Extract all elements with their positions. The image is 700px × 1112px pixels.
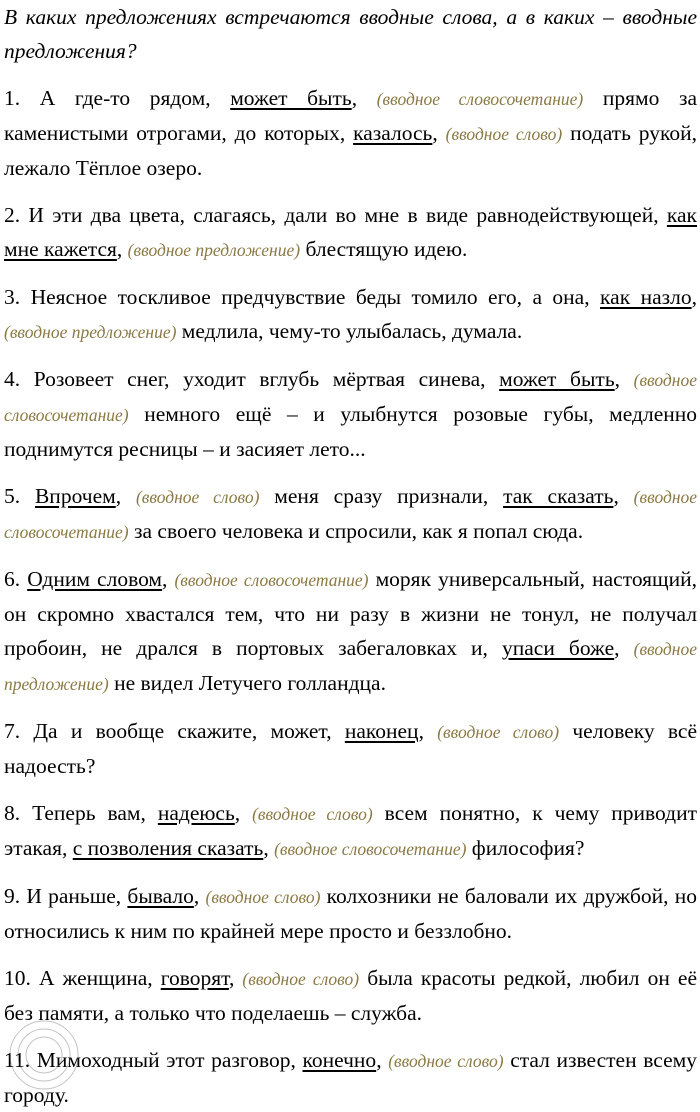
sentence-text: 11. Мимоходный этот разговор, [4,1048,303,1072]
sentence-text: прямо за каменистыми отрогами, до которых, [4,86,697,145]
parenthetical-phrase: конечно [302,1048,377,1072]
sentence-text: , [193,884,206,908]
sentence-text: , [234,801,253,825]
sentence-text: 5. [4,484,35,508]
sentence-text: стал известен всему городу. [4,1048,697,1107]
parenthetical-phrase: может быть [499,367,615,391]
parenthetical-phrase: может быть [230,86,352,110]
sentence-text: 6. [4,567,28,591]
annotation-note: (вводное словосочетание) [174,570,369,590]
sentence-text: 8. Теперь вам, [4,801,158,825]
parenthetical-phrase: говорят [160,966,229,990]
sentence-text: , [162,567,175,591]
annotation-note: (вводное словосочетание) [274,839,467,859]
answer-item [4,198,697,267]
annotation-note: (вводное слово) [242,969,360,989]
sentence-text: была красоты редкой, любил он её без памяти, а только что поделаешь – служба. [4,966,698,1025]
answer-item [4,879,697,948]
annotation-note: (вводное слово) [437,722,560,742]
answer-item [4,1043,697,1112]
parenthetical-phrase: упаси боже [501,636,615,660]
annotation-note: (вводное слово) [445,124,563,144]
sentence-text: 2. И эти два цвета, слагаясь, дали во мне в виде равнодействующей, [4,203,667,227]
annotation-note: (вводное словосочетание) [4,487,698,542]
annotation-note: (вводное словосочетание) [4,370,697,425]
answer-list [4,81,697,1112]
question-heading: В каких предложениях встречаются вводные слова, а в каких – вводные предложения? [4,5,697,63]
parenthetical-phrase: с позволения сказать [72,836,264,860]
answer-item [4,81,697,185]
sentence-text: , [116,237,128,261]
annotation-note: (вводное слово) [388,1051,504,1071]
answer-item [4,562,697,701]
sentence-text: , [432,121,446,145]
sentence-text: 9. И раньше, [4,884,128,908]
parenthetical-phrase: бывало [127,884,194,908]
sentence-text: блестящую идею. [300,237,468,261]
sentence-text: медлила, чему-то улыбалась, думала. [176,319,523,343]
sentence-text: человеку всё надоесть? [4,719,698,778]
sentence-text: , [613,484,634,508]
sentence-text: , [228,966,243,990]
answer-item [4,362,697,466]
sentence-text: подать рукой, лежало Тёплое озеро. [4,121,697,180]
sentence-text: , [115,484,136,508]
sentence-text: философия? [466,836,585,860]
sentence-text: немного ещё – и улыбнутся розовые губы, медленно поднимутся ресницы – и засияет лето... [4,402,697,461]
annotation-note: (вводное слово) [135,487,260,507]
annotation-note: (вводное словосочетание) [376,89,584,109]
sentence-text: 10. А женщина, [4,966,161,990]
annotation-note: (вводное слово) [252,804,373,824]
sentence-text: колхозники не баловали их дружбой, но относились к ним по крайней мере просто и беззлобно. [4,884,698,943]
sentence-text: 3. Неясное тоскливое предчувствие беды томило его, а она, [4,285,601,309]
annotation-note: (вводное слово) [205,887,321,907]
parenthetical-phrase: надеюсь [157,801,235,825]
parenthetical-phrase: Одним словом [27,567,163,591]
sentence-text: , [614,367,634,391]
annotation-note: (вводное предложение) [4,639,697,694]
sentence-text: 1. А где-то рядом, [4,86,231,110]
sentence-text: , [614,636,634,660]
sentence-text: моряк универсальный, настоящий, он скромно хвастался тем, что ни разу в жизни не тонул, не получал пробоин, не дрался в портовых забегаловках и, [4,567,697,660]
sentence-text: всем понятно, к чему приводит этакая, [4,801,698,860]
sentence-text: 7. Да и вообще скажите, может, [4,719,345,743]
annotation-note: (вводное предложение) [127,240,301,260]
parenthetical-phrase: наконец [344,719,419,743]
answer-item [4,479,697,549]
sentence-text: , [691,285,697,309]
sentence-text: меня сразу признали, [259,484,504,508]
answer-item [4,796,697,866]
parenthetical-phrase: как назло [600,285,692,309]
sentence-text: за своего человека и спросили, как я попал сюда. [128,519,584,543]
sentence-text: 4. Розовеет снег, уходит вглубь мёртвая синева, [4,367,500,391]
annotation-note: (вводное предложение) [4,322,177,342]
parenthetical-phrase: казалось [353,121,433,145]
parenthetical-phrase: Впрочем [34,484,116,508]
answer-item [4,961,697,1030]
sentence-text: , [418,719,438,743]
answer-item [4,714,697,783]
parenthetical-phrase: так сказать [503,484,614,508]
parenthetical-phrase: как мне кажется [4,203,697,261]
sentence-text: , [376,1048,389,1072]
sentence-text: , [263,836,275,860]
sentence-text: не видел Летучего голландца. [108,671,386,695]
answer-item [4,280,697,349]
sentence-text: , [351,86,377,110]
